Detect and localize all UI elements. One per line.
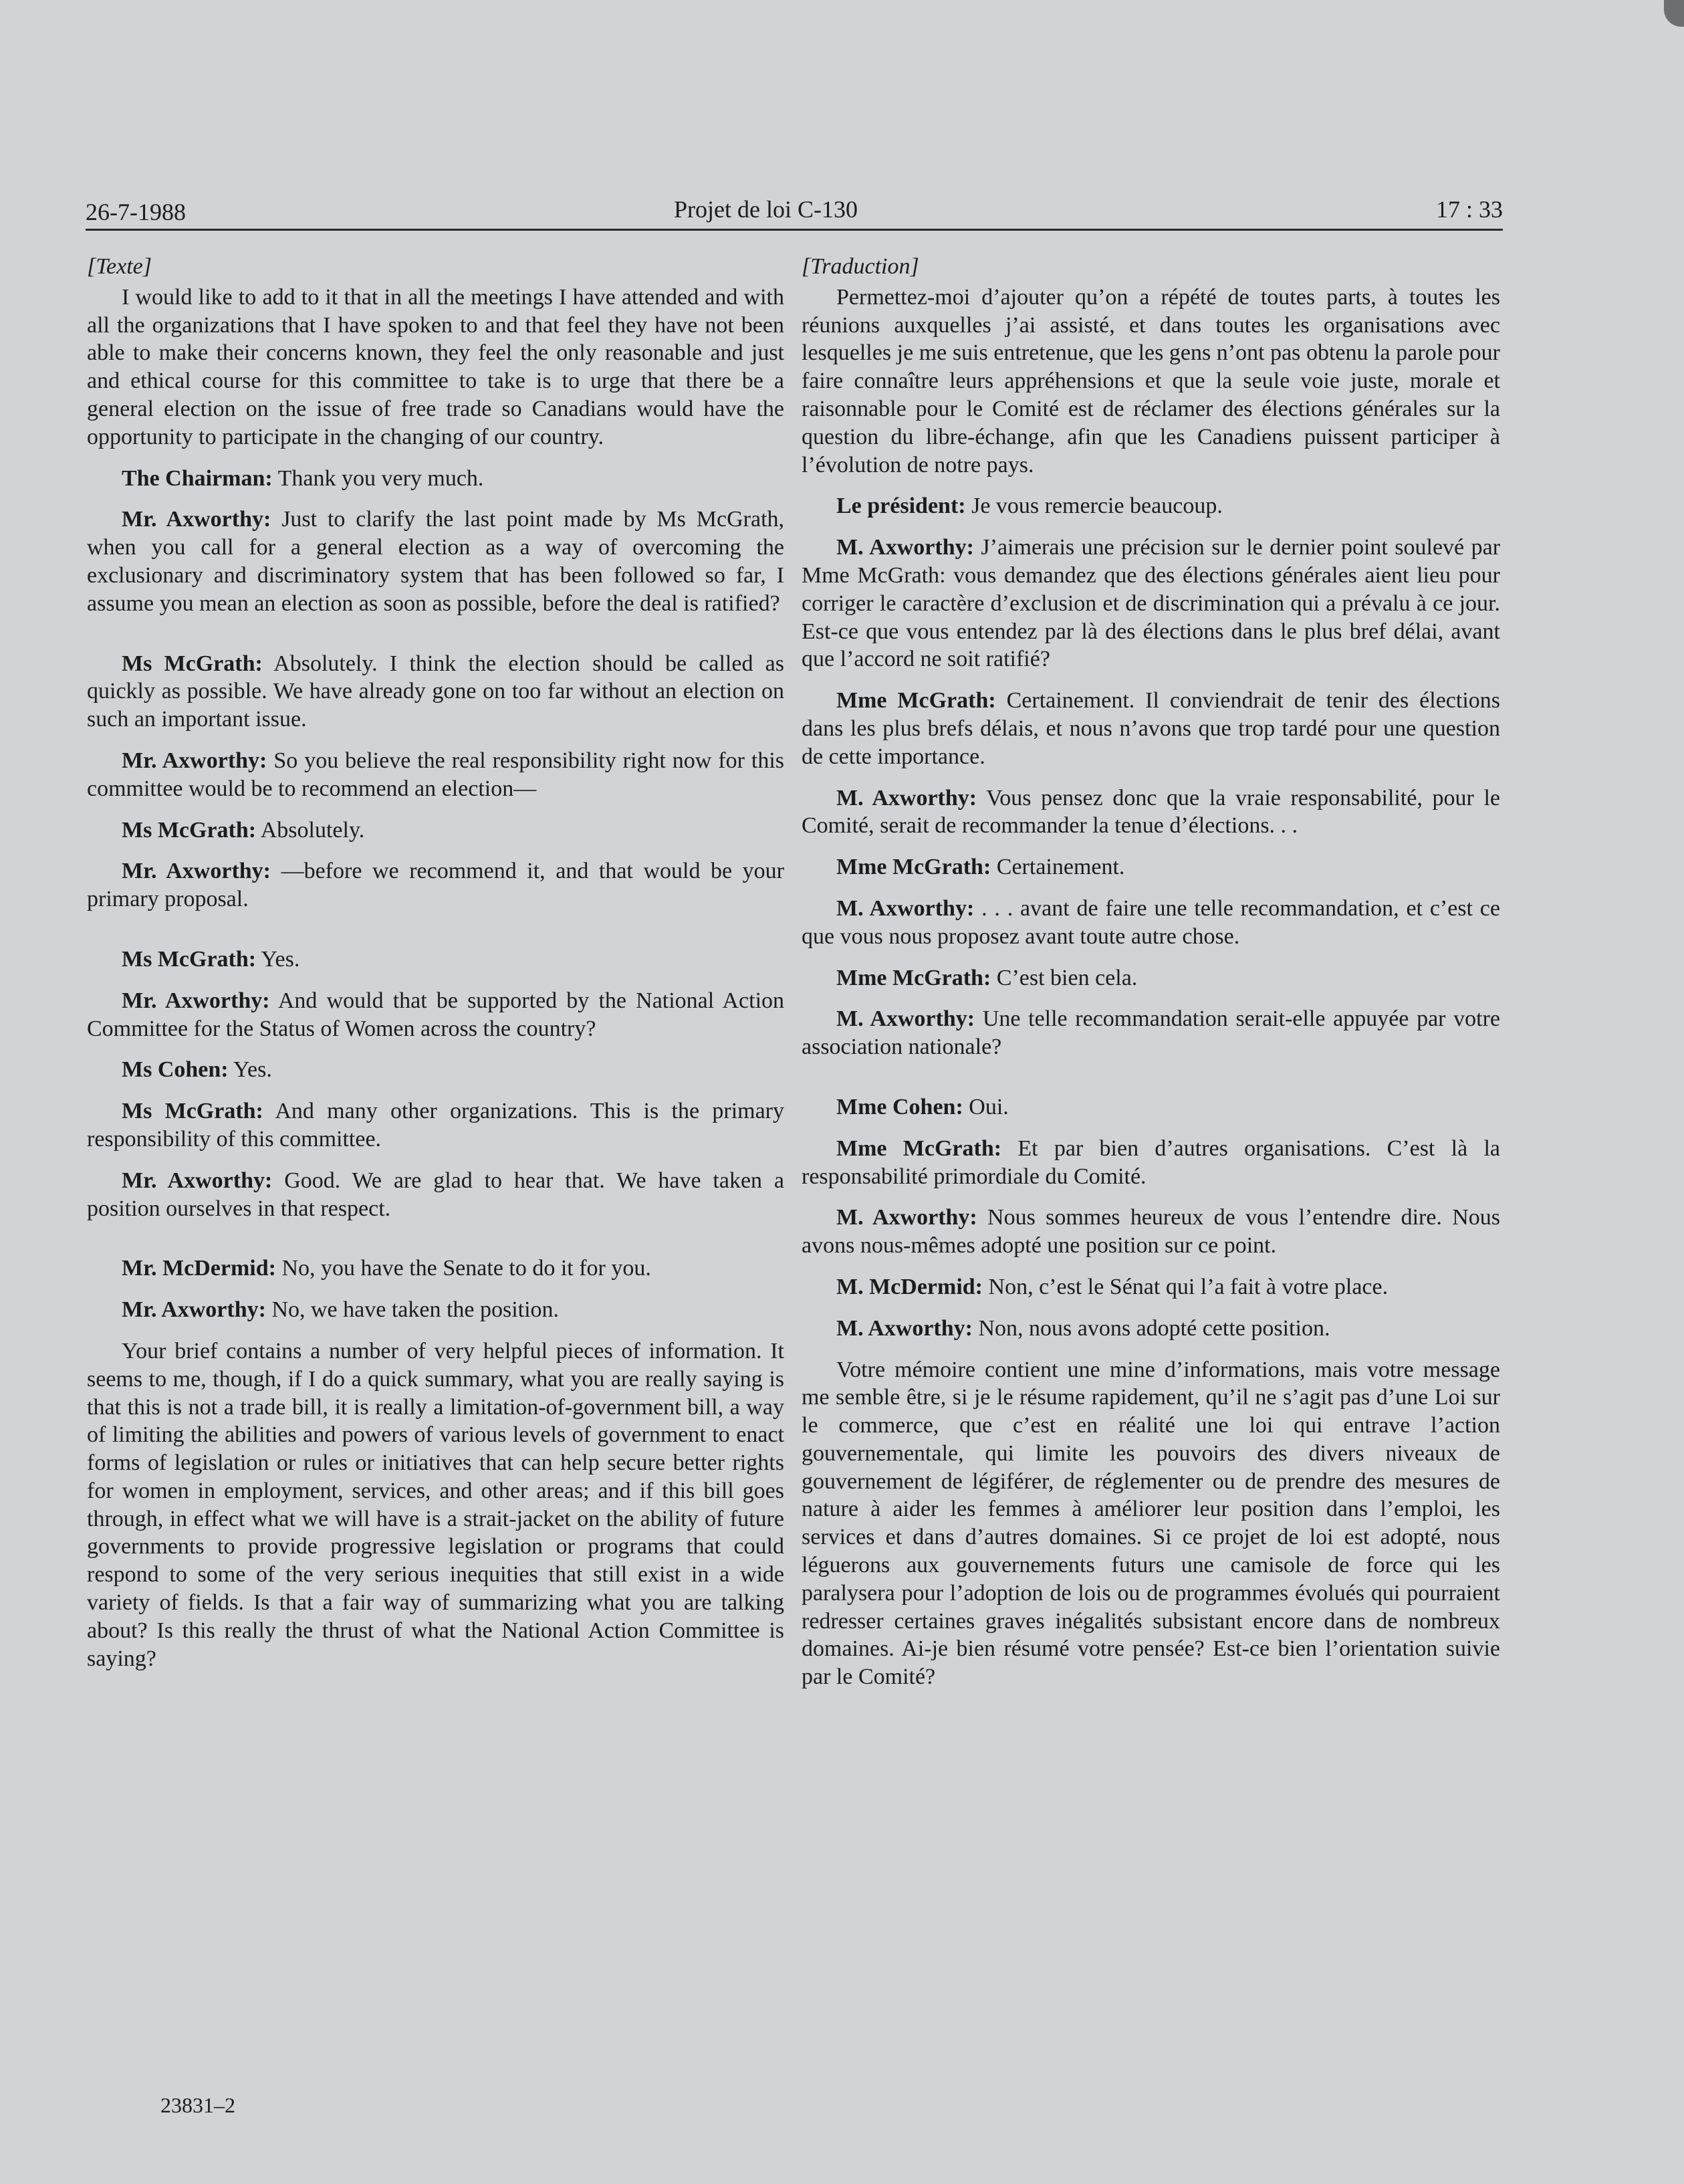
speech-text: Nous sommes heureux de vous l’entendre dire. Nous avons nous-mêmes adopté une position sur ce point. [802, 1205, 1500, 1259]
speech-text: Permettez-moi d’ajouter qu’on a répété de toutes parts, à toutes les réunions auxquelles j’ai assisté, et dans toutes les organisations avec lesquelles je me suis entretenue, que les gens n’ont pas obtenu la parole pour faire connaître leurs appréhensions et que la seule voie juste, morale et raisonnable pour le Comité est de réclamer des élections générales sur la question du libre-échange, afin que les Canadiens puissent participer à l’évolution de notre pays. [802, 284, 1500, 477]
speaker-name: Ms McGrath: [122, 817, 257, 843]
paragraph [87, 284, 784, 451]
language-marker: [Traduction] [802, 254, 919, 279]
speech-text: Certainement. Il conviendrait de tenir des élections dans les plus brefs délais, et nous n’avons que trop tardé pour une question de cette importance. [802, 688, 1501, 769]
language-marker: [Texte] [87, 254, 152, 279]
paragraph [802, 687, 1500, 770]
speech-text: Certainement. [996, 855, 1125, 880]
paragraph [802, 1356, 1500, 1692]
paragraph [802, 1135, 1500, 1191]
paragraph [87, 946, 784, 974]
header-title: Projet de loi C-130 [674, 196, 858, 223]
speaker-name: M. Axworthy: [836, 1205, 977, 1230]
speaker-name: M. Axworthy: [836, 785, 977, 810]
speech-text: Yes. [261, 946, 300, 972]
speech-text: So you believe the real responsibility right now for this committee would be to recommend an election— [87, 748, 785, 801]
speech-text: Absolutely. I think the election should be called as quickly as possible. We have already gone on too far without an election on such an important issue. [87, 651, 784, 732]
speech-text: Votre mémoire contient une mine d’informations, mais votre message me semble être, si je le résume rapidement, qu’il ne s’agit pas d’une Loi sur le commerce, que c’est en réalité une loi qui entrave l’action gouvernementale, qui limite les pouvoirs des divers niveaux de gouvernement de légiférer, de réglementer ou de prendre des mesures de nature à aider les femmes à améliorer leur position dans l’emploi, les services et dans d’autres domaines. Si ce projet de loi est adopté, nous léguerons aux gouvernements futurs une camisole de force qui les paralysera pour l’adoption de lois ou de programmes évolués qui pourraient redresser certaines graves inégalités subsistant encore dans de nombreux domaines. Ai-je bien résumé votre pensée? Est-ce bien l’orientation suivie par le Comité? [802, 1357, 1500, 1690]
header-page-number: 17 : 33 [1435, 196, 1503, 223]
speaker-name: M. Axworthy: [836, 1006, 975, 1032]
paragraph [87, 650, 784, 734]
footer-code: 23831–2 [160, 2093, 235, 2117]
speaker-name: Mme McGrath: [836, 855, 991, 880]
speaker-name: Mr. Axworthy: [122, 859, 271, 884]
speaker-name: Mme Cohen: [836, 1094, 963, 1119]
paragraph [87, 857, 784, 913]
french-column [802, 253, 1500, 1705]
speaker-name: M. Axworthy: [836, 895, 975, 921]
speech-text: No, we have taken the position. [271, 1297, 560, 1323]
speaker-name: M. Axworthy: [836, 1315, 973, 1341]
speaker-name: Mr. Axworthy: [122, 1168, 273, 1193]
speech-text: I would like to add to it that in all the meetings I have attended and with all the organizations that I have spoken to and that feel they have not been able to make their concerns known, they feel the only reasonable and just and ethical course for this committee to take is to urge that there be a general election on the issue of free trade so Canadians would have the opportunity to participate in the changing of our country. [87, 284, 784, 449]
page-corner-shadow [1664, 0, 1684, 27]
paragraph [802, 1093, 1500, 1121]
speaker-name: M. McDermid: [836, 1274, 983, 1299]
speaker-name: Ms McGrath: [122, 946, 257, 972]
speech-text: —before we recommend it, and that would be your primary proposal. [87, 859, 785, 912]
paragraph [802, 964, 1500, 992]
english-column [87, 253, 784, 1686]
paragraph [87, 1097, 784, 1154]
speech-text: And many other organizations. This is the primary responsibility of this committee. [87, 1099, 784, 1152]
speech-text: And would that be supported by the National Action Committee for the Status of Women across the country? [87, 988, 785, 1041]
paragraph [87, 465, 784, 493]
speaker-name: Ms Cohen: [122, 1057, 229, 1083]
paragraph [87, 1337, 784, 1673]
speaker-name: Mme McGrath: [836, 965, 991, 990]
speech-text: J’aimerais une précision sur le dernier point soulevé par Mme McGrath: vous demandez que des élections générales aient lieu pour corriger le caractère d’exclusion et de discrimination qui a prévalu à ce jour. Est-ce que vous entendez par là des élections dans le plus bref délai, avant que l’accord ne soit ratifié? [802, 535, 1501, 672]
paragraph [802, 784, 1500, 841]
speaker-name: Mr. Axworthy: [122, 988, 270, 1013]
speaker-name: Mme McGrath: [836, 1135, 1002, 1161]
speech-text: C’est bien cela. [996, 965, 1138, 990]
speech-text: Thank you very much. [277, 465, 484, 491]
paragraph [87, 1056, 784, 1084]
paragraph [87, 506, 784, 617]
speech-text: Absolutely. [260, 817, 365, 843]
speech-text: Vous pensez donc que la vraie responsabilité, pour le Comité, serait de recommander la tenue d’élections. . . [802, 785, 1501, 839]
paragraph [802, 1204, 1500, 1260]
speaker-name: Ms McGrath: [122, 651, 263, 676]
paragraph [802, 1315, 1500, 1343]
header-date: 26-7-1988 [86, 199, 186, 225]
speaker-name: Ms McGrath: [122, 1099, 263, 1124]
speech-text: . . . avant de faire une telle recommandation, et c’est ce que vous nous proposez avant toute autre chose. [802, 895, 1500, 949]
paragraph [802, 492, 1500, 520]
paragraph [87, 816, 784, 845]
speech-text: Non, nous avons adopté cette position. [978, 1315, 1330, 1341]
speaker-name: Mr. McDermid: [122, 1256, 276, 1281]
speaker-name: Mme McGrath: [836, 688, 996, 714]
paragraph [87, 747, 784, 803]
paragraph [87, 987, 784, 1043]
paragraph [802, 1005, 1500, 1061]
speech-text: Et par bien d’autres organisations. C’est là la responsabilité primordiale du Comité. [802, 1135, 1501, 1189]
paragraph [87, 1167, 784, 1223]
speech-text: Yes. [233, 1057, 272, 1083]
speech-text: Good. We are glad to hear that. We have taken a position ourselves in that respect. [87, 1168, 785, 1221]
paragraph [802, 534, 1500, 673]
paragraph [802, 853, 1500, 881]
paragraph [87, 1296, 784, 1324]
speaker-name: M. Axworthy: [836, 535, 974, 560]
speech-text: Oui. [969, 1094, 1009, 1119]
speech-text: Just to clarify the last point made by Ms McGrath, when you call for a general election as a way of overcoming the exclusionary and discriminatory system that has been followed so far, I assume you mean an election as soon as possible, before the deal is ratified? [87, 507, 785, 616]
speaker-name: Mr. Axworthy: [122, 507, 271, 532]
speech-text: No, you have the Senate to do it for you. [281, 1256, 651, 1281]
speaker-name: The Chairman: [122, 465, 273, 491]
speaker-name: Mr. Axworthy: [122, 1297, 266, 1323]
speech-text: Je vous remercie beaucoup. [971, 494, 1223, 519]
paragraph [87, 1254, 784, 1283]
paragraph [802, 895, 1500, 951]
speaker-name: Mr. Axworthy: [122, 748, 267, 773]
running-header [86, 195, 1503, 231]
speech-text: Une telle recommandation serait-elle appuyée par votre association nationale? [802, 1006, 1501, 1060]
speech-text: Your brief contains a number of very helpful pieces of information. It seems to me, though, if I do a quick summary, what you are really saying is that this is not a trade bill, it is really a limitation-of-government bill, a way of limiting the abilities and powers of various levels of government to enact forms of legislation or rules or initiatives that can help secure better rights for women in employment, services, and other areas; and if this bill goes through, in effect what we will have is a strait-jacket on the ability of future governments to provide progressive legislation or programs that could respond to some of the very serious inequities that still exist in a wide variety of fields. Is that a fair way of summarizing what you are talking about? Is this really the thrust of what the National Action Committee is saying? [87, 1338, 784, 1671]
paragraph [802, 1273, 1500, 1301]
speech-text: Non, c’est le Sénat qui l’a fait à votre place. [988, 1274, 1389, 1299]
paragraph [802, 284, 1500, 479]
speaker-name: Le président: [836, 494, 966, 519]
